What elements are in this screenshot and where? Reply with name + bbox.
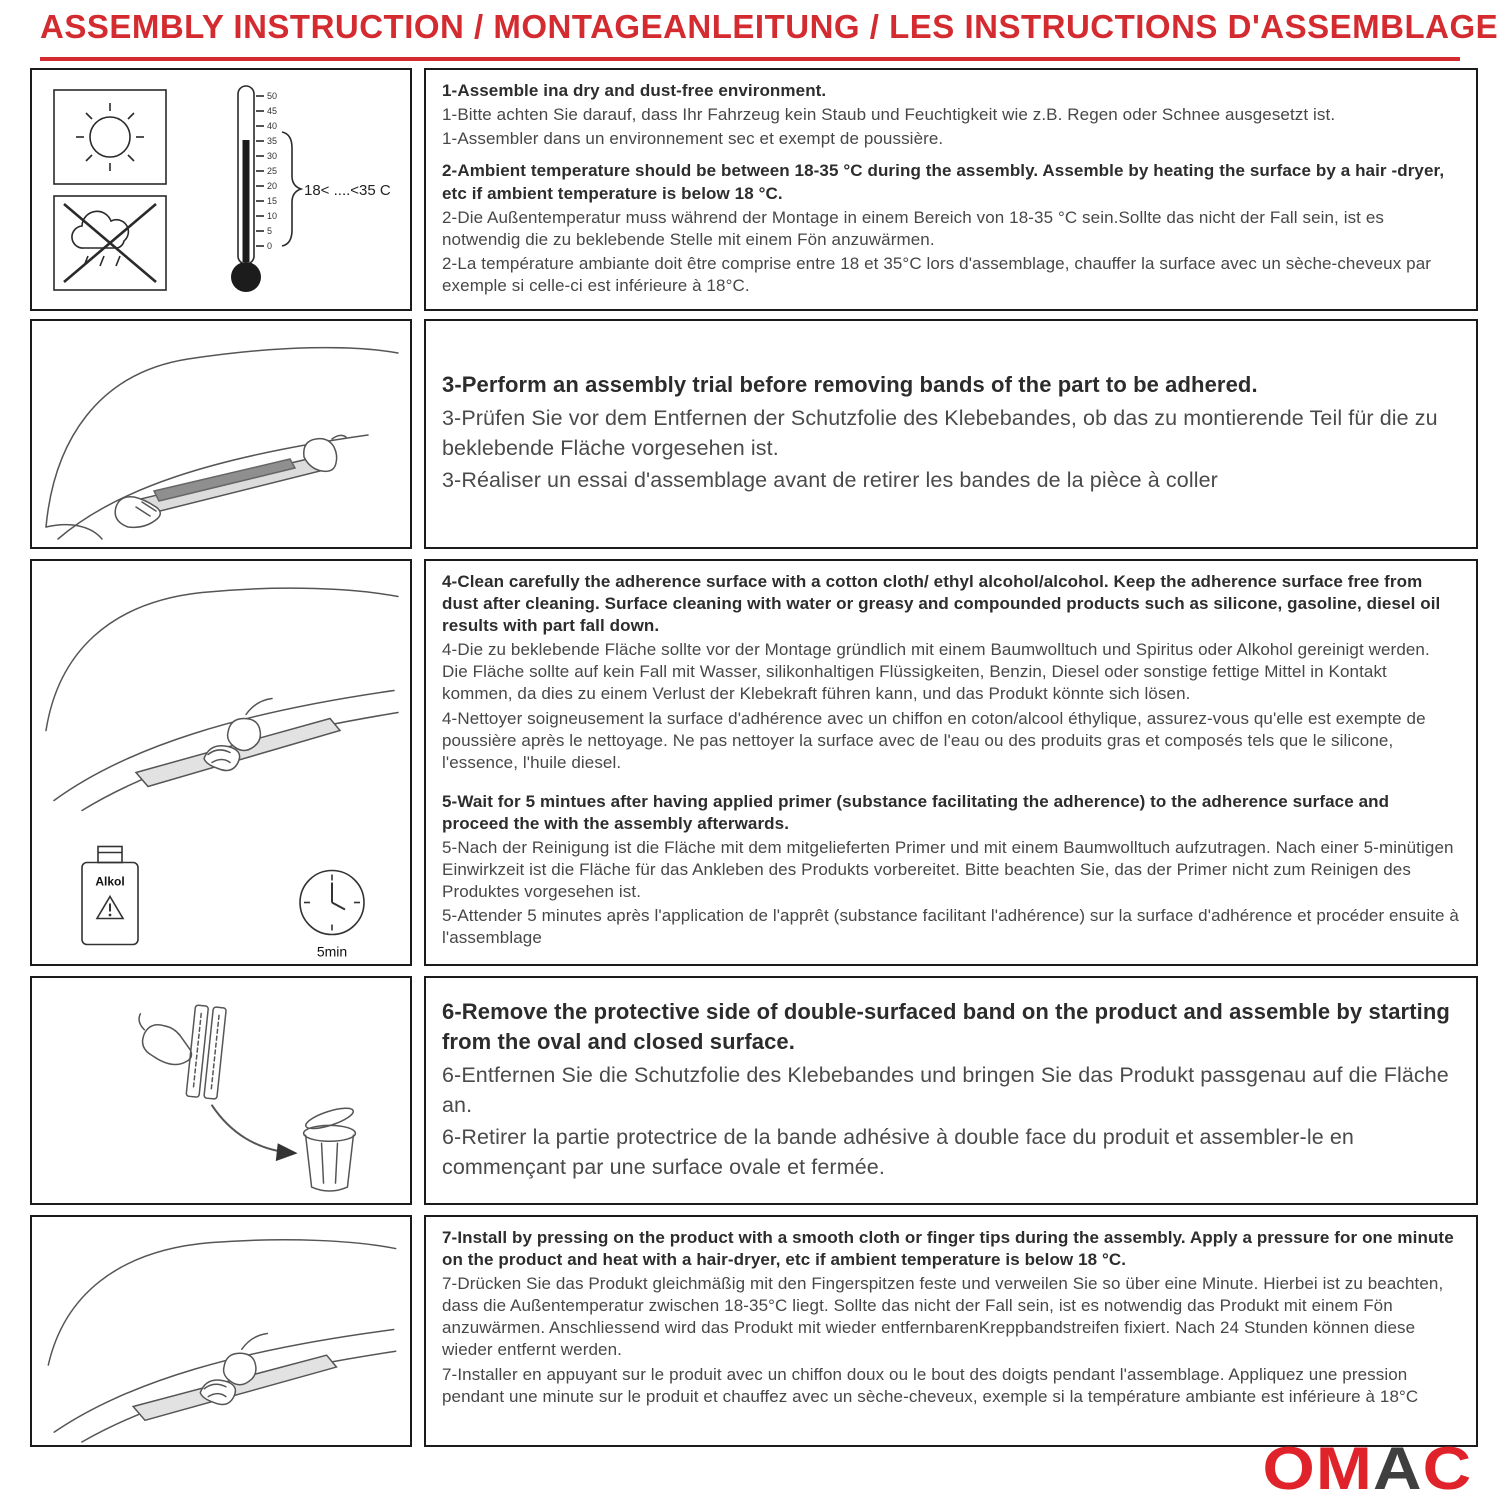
alcohol-bottle-icon — [82, 847, 138, 945]
door-sill-trial-illustration — [32, 321, 410, 547]
clean-surface-illustration — [32, 561, 410, 964]
no-rain-icon — [64, 204, 156, 282]
tick-label: 45 — [267, 106, 278, 116]
bottle-label: Alkol — [95, 874, 125, 889]
remove-band-illustration — [32, 978, 410, 1203]
step4-text-en: 4-Clean carefully the adherence surface with a cotton cloth/ ethyl alcohol/alcohol. Keep the adherence surface free from dust after cleaning. Surface cleaning with water or greasy and compounded products such as silicone, gasoline, diesel oil results with part fall down. — [442, 572, 1441, 636]
hand-icon — [139, 1014, 191, 1065]
step3-text-en: 3-Perform an assembly trial before removing bands of the part to be adhered. — [442, 372, 1258, 398]
instructions-step-4-5 — [424, 559, 1478, 966]
arrow-head — [276, 1143, 298, 1161]
step5-text-en: 5-Wait for 5 mintues after having applied primer (substance facilitating the adherence) to the adherence surface and proceed the with the assembly afterwards. — [442, 791, 1390, 833]
bracket-glyph — [282, 132, 301, 246]
step7-text-fr: 7-Installer en appuyant sur le produit avec un chiffon doux ou le bout des doigts pendant l'assemblage. Appliquez une pression pendant une minute sur le produit et chauffez avec un sèche-cheveux, exemple si la température ambiante est inférieure à 18°C — [442, 1364, 1419, 1406]
tick-label: 10 — [267, 211, 278, 221]
step7-text-en: 7-Install by pressing on the product with a smooth cloth or finger tips during the assembly. Apply a pressure for one minute on the product and heat with a hair-dryer, etc if ambient temperature is below 18 °C. — [442, 1228, 1454, 1270]
tick-label: 50 — [267, 91, 278, 101]
step7-text-de: 7-Drücken Sie das Produkt gleichmäßig mit den Fingerspitzen feste und verweilen Sie so über eine Minute. Hierbei ist zu beachten, dass die Außentemperatur zwischen 18-35°C liegt. Sollte das nicht der Fall sein, ist es notwendig das Produkt mit einem Fön anzuwärmen. Anschliessend wird das Produkt mit wieder entfernbarenKreppbandstreifen fixiert. Nach 24 Stunden können diese wieder entfernt werden. — [442, 1274, 1444, 1360]
logo-part-c: C — [1422, 1435, 1472, 1500]
step6-text-de: 6-Entfernen Sie die Schutzfolie des Klebebandes und bringen Sie das Produkt passgenau auf die Fläche an. — [442, 1063, 1449, 1118]
tick-label: 15 — [267, 196, 278, 206]
clock-icon — [300, 871, 364, 935]
illustration-assembly-trial — [30, 319, 412, 549]
sun-icon — [76, 103, 144, 171]
step2-text-de: 2-Die Außentemperatur muss während der Montage in einem Bereich von 18-35 °C sein.Sollte das nicht der Fall sein, ist es notwendig die zu beklebende Stelle mit einem Fön anzuwärmen. — [442, 207, 1384, 249]
thermometer-icon — [231, 86, 301, 292]
step3-text-fr: 3-Réaliser un essai d'assemblage avant de retirer les bandes de la pièce à coller — [442, 468, 1218, 493]
step6-text-fr: 6-Retirer la partie protectrice de la bande adhésive à double face du produit et assembler-le en commençant par une surface ovale et fermée. — [442, 1125, 1354, 1180]
step1-text-fr: 1-Assembler dans un environnement sec et exempt de poussière. — [442, 129, 944, 149]
environment-temperature-illustration — [32, 70, 410, 309]
protective-band-strips — [186, 1005, 226, 1099]
step4-text-fr: 4-Nettoyer soigneusement la surface d'adhérence avec un chiffon en coton/alcool éthylique, assurez-vous qu'elle est exempte de poussière après le nettoyage. Ne pas nettoyer la surface avec de l'eau ou des produits gras et composés tels que le silicone, l'essence, l'huile diesel. — [442, 708, 1426, 772]
step6-text-en: 6-Remove the protective side of double-surfaced band on the product and assemble by starting from the oval and closed surface. — [442, 998, 1450, 1055]
step2-text-en: 2-Ambient temperature should be between 18-35 °C during the assembly. Assemble by heating the surface by a hair -dryer, etc if ambient temperature is below 18 °C. — [442, 161, 1445, 203]
temp-range-label: 18< ....<35 C — [304, 182, 391, 199]
illustration-press-install — [30, 1215, 412, 1447]
illustration-environment-temperature — [30, 68, 412, 311]
instructions-step-6 — [424, 976, 1478, 1205]
trash-can-icon — [304, 1104, 356, 1191]
illustration-remove-band — [30, 976, 412, 1205]
clock-label: 5min — [316, 943, 348, 960]
tick-label: 5 — [267, 226, 273, 236]
tick-label: 30 — [267, 151, 278, 161]
logo-part-a: A — [1372, 1435, 1423, 1500]
step3-text-de: 3-Prüfen Sie vor dem Entfernen der Schutzfolie des Klebebandes, ob das zu montierende Teil für die zu beklebende Fläche vorgesehen ist. — [442, 406, 1438, 461]
step2-text-fr: 2-La température ambiante doit être comprise entre 18 et 35°C lors d'assemblage, chauffer la surface avec un sèche-cheveux par exemple si celle-ci est inférieure à 18°C. — [442, 253, 1432, 295]
door-outline — [48, 1240, 395, 1365]
tick-label: 40 — [267, 121, 278, 131]
instructions-step-7 — [424, 1215, 1478, 1447]
right-hand-icon — [304, 435, 346, 471]
press-install-illustration — [32, 1217, 410, 1445]
title-underline — [40, 57, 1460, 61]
tick-label: 20 — [267, 181, 278, 191]
logo-part-om: OM — [1262, 1435, 1373, 1500]
door-outline — [46, 588, 398, 730]
instructions-step-1-2 — [424, 68, 1478, 311]
illustration-clean-surface — [30, 559, 412, 966]
tick-label: 0 — [267, 241, 273, 251]
step1-text-de: 1-Bitte achten Sie darauf, dass Ihr Fahrzeug kein Staub und Feuchtigkeit wie z.B. Regen oder Schnee ausgesetzt ist. — [442, 105, 1336, 125]
tick-label: 35 — [267, 136, 278, 146]
arrow — [212, 1105, 280, 1151]
instructions-step-3 — [424, 319, 1478, 549]
tick-label: 25 — [267, 166, 278, 176]
omac-logo — [1262, 1434, 1472, 1500]
step4-text-de: 4-Die zu beklebende Fläche sollte vor der Montage gründlich mit einem Baumwolltuch und Spiritus oder Alkohol gereinigt werden. Die Fläche sollte auf kein Fall mit Wasser, silikonhaltigen Flüssigkeiten, Benzin, Diesel oder sonstige fettige Mittel in Kontakt kommen, da dies zu einem Verlust der Klebekraft führen kann, und das Produkt könnte sich lösen. — [442, 640, 1430, 704]
page-title: ASSEMBLY INSTRUCTION / MONTAGEANLEITUNG / LES INSTRUCTIONS D'ASSEMBLAGE — [40, 8, 1499, 45]
step1-text-en: 1-Assemble ina dry and dust-free environment. — [442, 81, 827, 100]
step5-text-fr: 5-Attender 5 minutes après l'application de l'apprêt (substance facilitant l'adhérence) sur la surface d'adhérence et procéder ensuite à l'assemblage — [442, 906, 1459, 948]
step5-text-de: 5-Nach der Reinigung ist die Fläche mit dem mitgelieferten Primer und mit einem Baumwolltuch aufzutragen. Nach einer 5-minütigen Einwirkzeit ist die Fläche für das Ankleben des Produkts vorbereitet. Bitte beachten Sie, das der Primer nicht zum Reinigen des Produktes vorgesehen ist. — [442, 838, 1454, 902]
